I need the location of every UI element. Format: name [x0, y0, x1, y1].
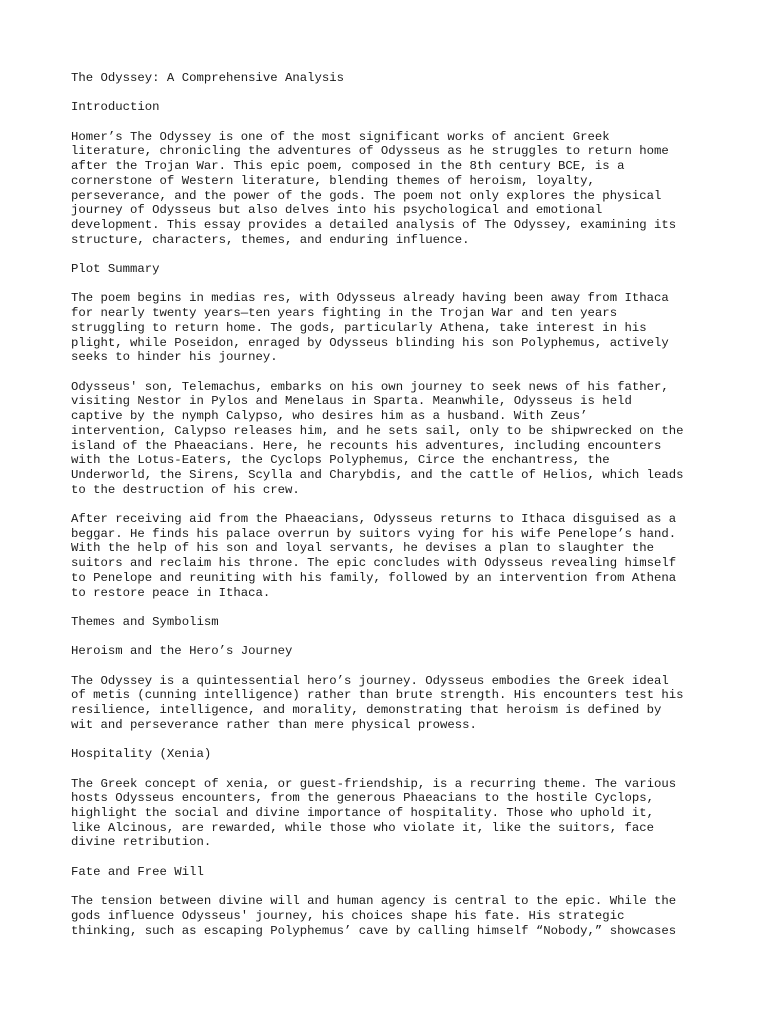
paragraph-hospitality: The Greek concept of xenia, or guest-friendship, is a recurring theme. The various hosts Odysseus encounters, from the generous Phaeacians to the hostile Cyclops, highlight the social and divine importance of hospitality. Those who uphold it, like Alcinous, are rewarded, while those who violate it, like the suitors, face divine retribution. [71, 776, 677, 850]
document-title: The Odyssey: A Comprehensive Analysis [71, 71, 345, 85]
subheading-heroism: Heroism and the Hero’s Journey [71, 644, 293, 659]
paragraph-plot-2: Odysseus' son, Telemachus, embarks on his own journey to seek news of his father, visiting Nestor in Pylos and Menelaus in Sparta. Meanwhile, Odysseus is held captive by the nymph Calypso, who desires him as a husband. With Zeus’ intervention, Calypso releases him, and he sets sail, only to be shipwrecked on the island of the Phaeacians. Here, he recounts his adventures, including encounters with the Lotus-Eaters, the Cyclops Polyphemus, Circe the enchantress, the Underworld, the Sirens, Scylla and Charybdis, and the cattle of Helios, which leads to the destruction of his crew. [71, 379, 684, 497]
section-heading-introduction: Introduction [71, 100, 160, 115]
paragraph-plot-3: After receiving aid from the Phaeacians, Odysseus returns to Ithaca disguised as a beggar. He finds his palace overrun by suitors vying for his wife Penelope’s hand. With the help of his son and loyal servants, he devises a plan to slaughter the suitors and reclaim his throne. The epic concludes with Odysseus revealing himself to Penelope and reuniting with his family, followed by an intervention from Athena to restore peace in Ithaca. [71, 512, 677, 600]
paragraph-plot-1: The poem begins in medias res, with Odysseus already having been away from Ithaca for nearly twenty years—ten years fighting in the Trojan War and ten years struggling to return home. The gods, particularly Athena, take interest in his plight, while Poseidon, enraged by Odysseus blinding his son Polyphemus, actively seeks to hinder his journey. [71, 291, 669, 365]
document-page [71, 71, 711, 953]
paragraph-heroism: The Odyssey is a quintessential hero’s journey. Odysseus embodies the Greek ideal of metis (cunning intelligence) rather than brute strength. His encounters test his resilience, intelligence, and morality, demonstrating that heroism is defined by wit and perseverance rather than mere physical prowess. [71, 673, 684, 732]
paragraph-fate: The tension between divine will and human agency is central to the epic. While the gods influence Odysseus' journey, his choices shape his fate. His strategic thinking, such as escaping Polyphemus’ cave by calling himself “Nobody,” showcases [71, 894, 677, 938]
paragraph-introduction: Homer’s The Odyssey is one of the most significant works of ancient Greek literature, chronicling the adventures of Odysseus as he struggles to return home after the Trojan War. This epic poem, composed in the 8th century BCE, is a cornerstone of Western literature, blending themes of heroism, loyalty, perseverance, and the power of the gods. The poem not only explores the physical journey of Odysseus but also delves into his psychological and emotional development. This essay provides a detailed analysis of The Odyssey, examining its structure, characters, themes, and enduring influence. [71, 129, 677, 247]
section-heading-themes: Themes and Symbolism [71, 614, 219, 629]
section-heading-plot-summary: Plot Summary [71, 262, 160, 277]
subheading-fate: Fate and Free Will [71, 864, 204, 879]
subheading-hospitality: Hospitality (Xenia) [71, 747, 212, 762]
document-body [71, 100, 711, 938]
